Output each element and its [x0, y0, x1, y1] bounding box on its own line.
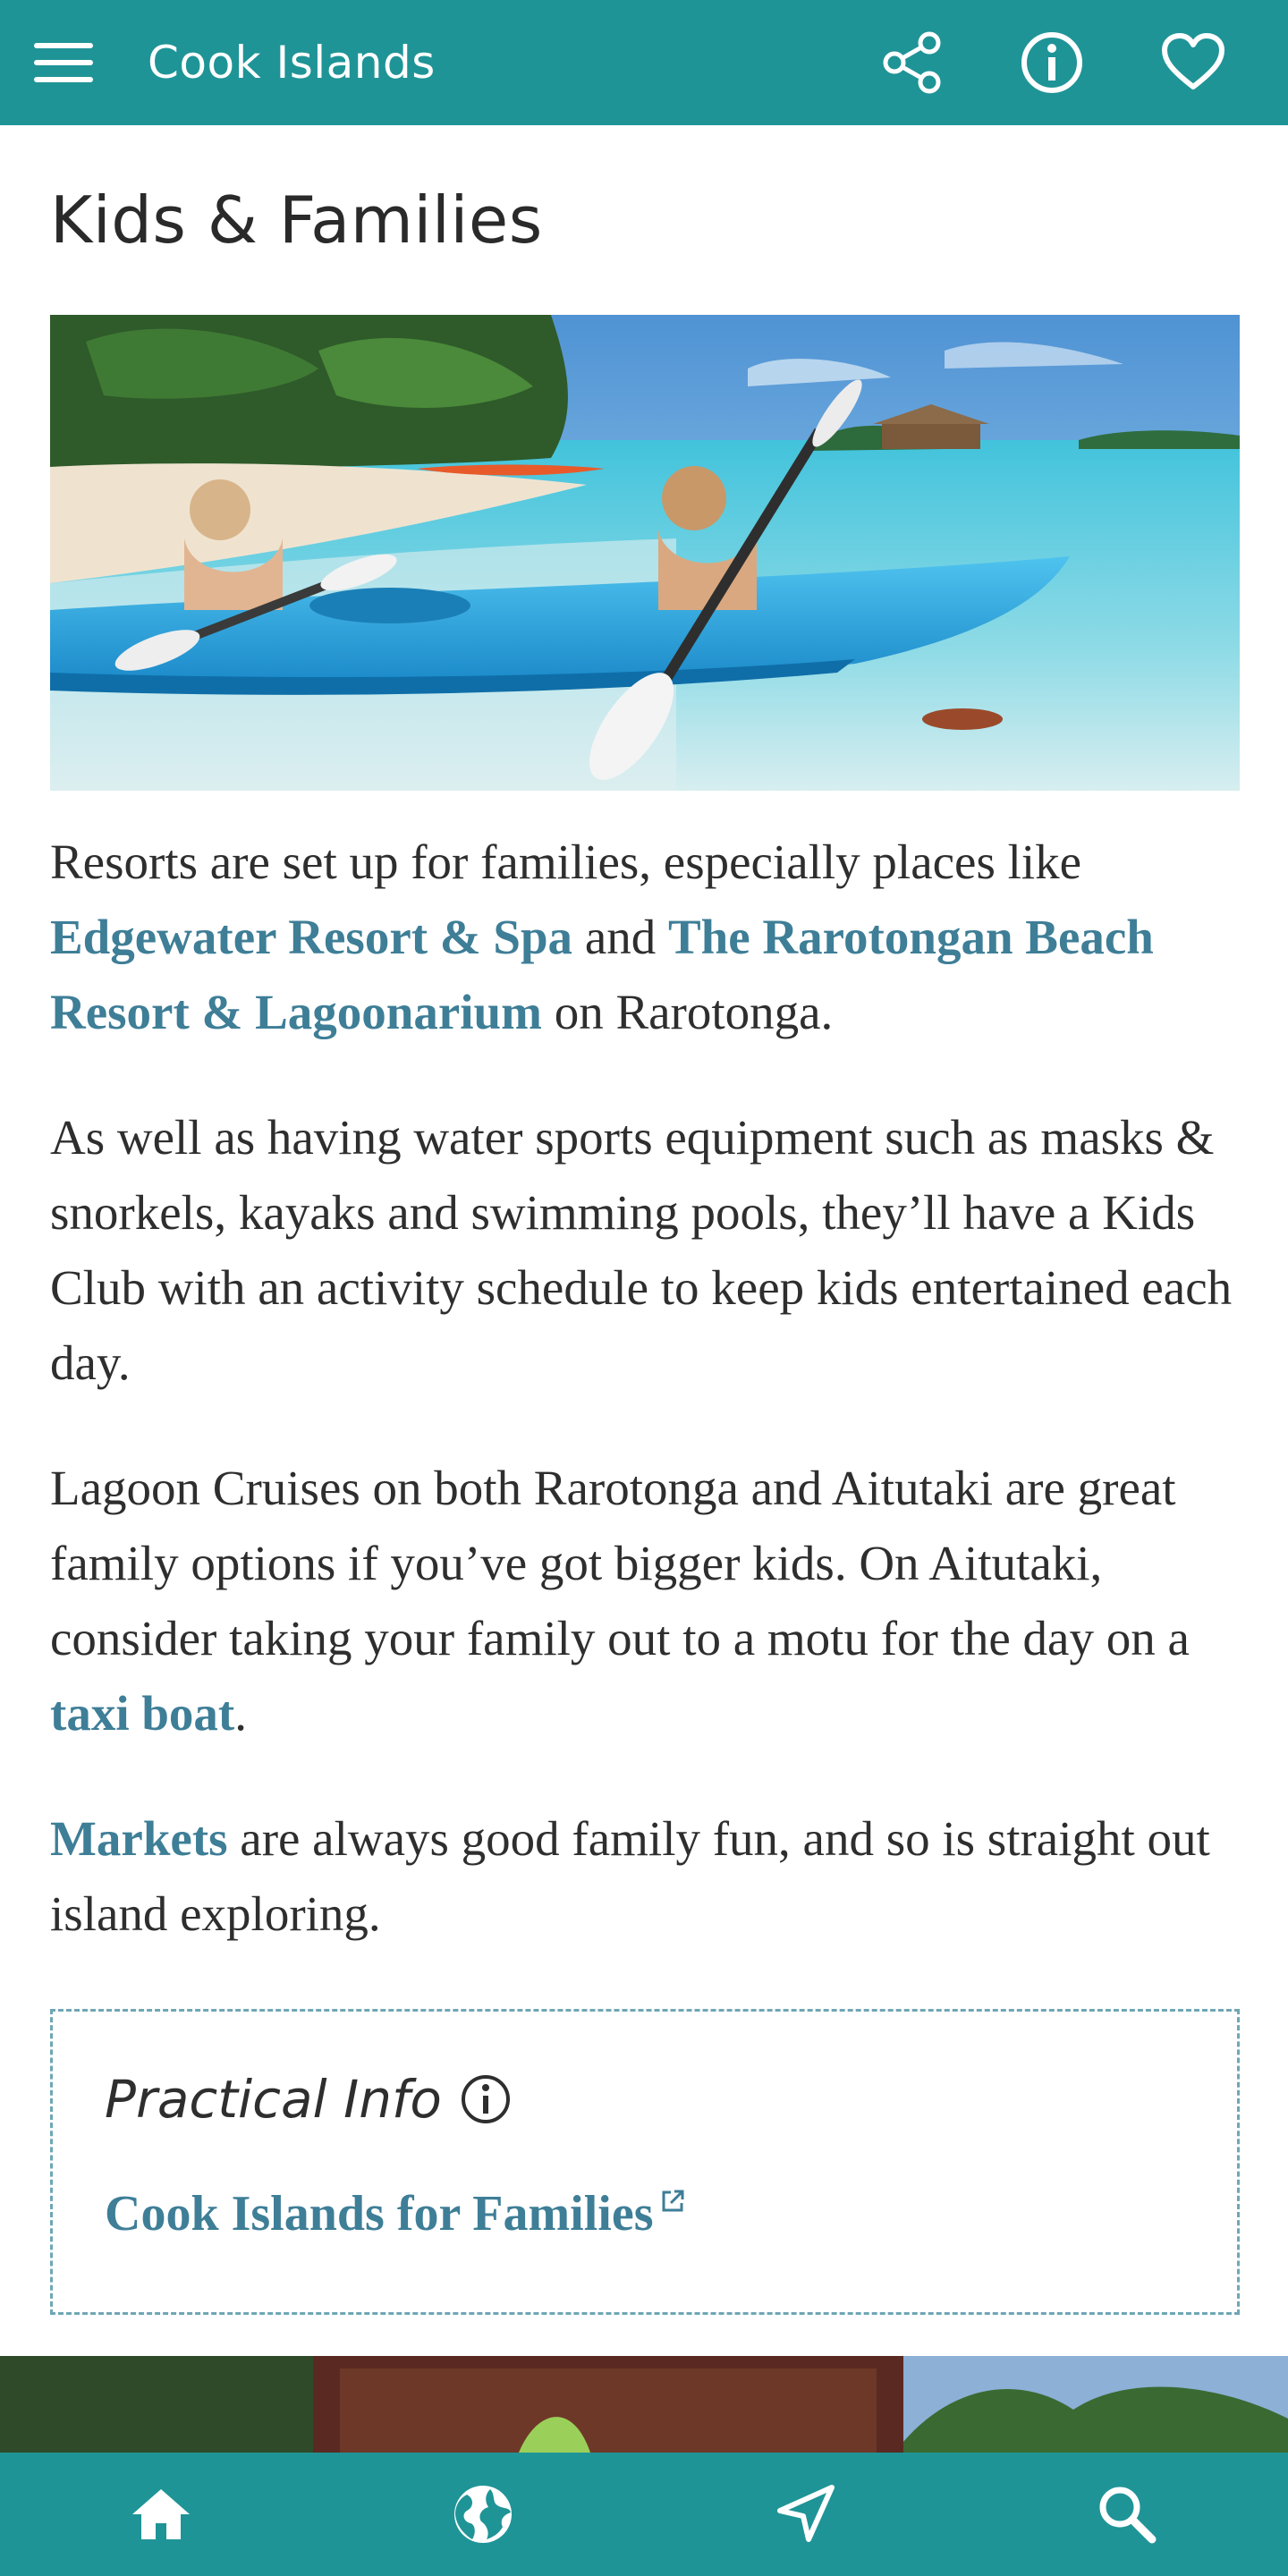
share-icon[interactable]	[877, 27, 948, 98]
page-title: Kids & Families	[50, 182, 543, 258]
home-icon[interactable]	[125, 2479, 197, 2550]
link-taxi-boat[interactable]: taxi boat	[50, 1686, 235, 1741]
paragraph-text: are always good family fun, and so is straight out island exploring.	[50, 1811, 1210, 1941]
paragraph-text: .	[234, 1686, 247, 1741]
external-link-label: Cook Islands for Families	[105, 2186, 654, 2241]
bottom-navigation	[0, 2453, 1288, 2576]
link-edgewater-resort[interactable]: Edgewater Resort & Spa	[50, 910, 573, 964]
menu-icon[interactable]	[34, 39, 93, 86]
link-rarotongan-beach-resort[interactable]: The Rarotongan Beach Resort & Lagoonarium	[50, 910, 1154, 1039]
heart-icon[interactable]	[1157, 27, 1229, 98]
paragraph-text: Lagoon Cruises on both Rarotonga and Aitutaki are great family options if you’ve got bigger kids. On Aitutaki, consider taking your family out to a motu for the day on a	[50, 1461, 1190, 1665]
info-icon[interactable]	[1016, 27, 1088, 98]
paragraph-lagoon-cruises	[50, 1451, 1240, 1751]
hero-photo-kids-kayak	[50, 315, 1240, 791]
paragraph-text: and	[572, 910, 668, 964]
paragraph-markets	[50, 1801, 1240, 1952]
globe-icon[interactable]	[447, 2479, 519, 2550]
practical-info-box	[50, 2009, 1240, 2315]
external-link-icon	[660, 2189, 685, 2214]
paragraph-resorts	[50, 825, 1240, 1050]
practical-info-title: Practical Info	[105, 2069, 442, 2130]
search-icon[interactable]	[1091, 2479, 1163, 2550]
navigation-arrow-icon[interactable]	[769, 2479, 841, 2550]
app-title: Cook Islands	[148, 37, 436, 89]
paragraph-text: on Rarotonga.	[541, 985, 834, 1039]
top-app-bar	[0, 0, 1288, 125]
paragraph-text: As well as having water sports equipment such as masks & snorkels, kayaks and swimming pools, they’ll have a Kids Club with an activity schedule to keep kids entertained each day.	[50, 1110, 1233, 1390]
link-cook-islands-for-families[interactable]	[105, 2185, 685, 2242]
info-circle-icon	[460, 2073, 512, 2125]
article-content	[50, 125, 1240, 2315]
paragraph-text: Resorts are set up for families, especially places like	[50, 835, 1082, 889]
practical-info-heading	[105, 2063, 1185, 2135]
paragraph-water-sports	[50, 1100, 1240, 1401]
next-section-photo	[0, 2356, 1288, 2453]
link-markets[interactable]: Markets	[50, 1811, 228, 1866]
